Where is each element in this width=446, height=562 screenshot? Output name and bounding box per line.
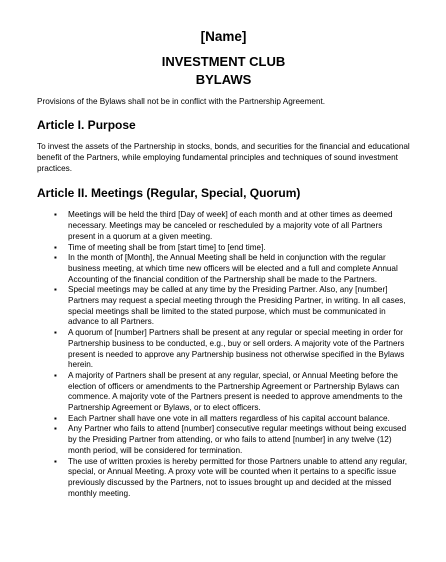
- bullet-icon: ▪: [54, 424, 57, 434]
- list-item: ▪ A quorum of [number] Partners shall be present at any regular or special meeting in order for Partnership business to be conducted, e.g., buy or sell orders. A majority vote of the Partners present is needed to approve any Partnership business not otherwise specified in the Bylaws herein.: [54, 328, 405, 370]
- bullet-icon: ▪: [54, 210, 57, 220]
- article-2-heading: Article II. Meetings (Regular, Special, Quorum): [37, 186, 301, 201]
- bullet-icon: ▪: [54, 242, 57, 252]
- list-item: ▪ Meetings will be held the third [Day of week] of each month and at other times as deemed necessary. Meetings may be canceled or rescheduled by a majority vote of all Partners present in a quorum at a given meeting.: [54, 210, 393, 241]
- bullet-icon: ▪: [54, 370, 57, 380]
- list-item: ▪ Time of meeting shall be from [start time] to [end time].: [54, 242, 266, 252]
- title-line-2: BYLAWS: [195, 72, 252, 87]
- bullet-icon: ▪: [54, 456, 57, 466]
- list-item: ▪ Each Partner shall have one vote in all matters regardless of his capital account balance.: [54, 413, 390, 423]
- article-1-text: To invest the assets of the Partnership in stocks, bonds, and securities for the financial and educational benefit of the Partners, while employing fundamental principles and techniques of sound investment practices.: [37, 142, 410, 173]
- list-item: ▪ In the month of [Month], the Annual Meeting shall be held in conjunction with the regular business meeting, at which time new officers will be elected and a full and complete Annual Accounting of the financial condition of the Partnership shall be made to the Partners.: [54, 253, 398, 284]
- intro-paragraph: Provisions of the Bylaws shall not be in conflict with the Partnership Agreement.: [37, 97, 326, 106]
- list-item: ▪ A majority of Partners shall be present at any regular, special, or Annual Meeting before the election of officers or amendments to the Partnership Agreement or Partnership Bylaws can commence. A majority vote of the Partners present is needed to approve amendments to the Partnership Agreement or Bylaws, or to elect officers.: [54, 370, 403, 413]
- list-item: ▪ Special meetings may be called at any time by the Presiding Partner. Also, any [number] Partners may request a special meeting through the Presiding Partner, in writing. In all cases, special meetings shall be limited to the stated purpose, which must be communicated in advance to all Partners.: [54, 285, 406, 327]
- bullet-icon: ▪: [54, 413, 57, 423]
- bullet-icon: ▪: [54, 285, 57, 295]
- list-item: ▪ The use of written proxies is hereby permitted for those Partners unable to attend any regular, special, or Annual Meeting. A proxy vote will be counted when it pertains to a specific issue previously discussed by the Partners, not to issues brought up and decided at the missed monthly meeting.: [54, 456, 408, 498]
- document-title: [37, 53, 410, 89]
- article-2-list: [37, 210, 410, 499]
- list-item: ▪ Any Partner who fails to attend [number] consecutive regular meetings without being excused by the Presiding Partner from attending, or who fails to attend [number] in any twelve (12) month period, will be considered for termination.: [54, 424, 407, 455]
- document-name: [Name]: [200, 29, 247, 44]
- bullet-icon: ▪: [54, 328, 57, 338]
- article-1-heading: Article I. Purpose: [37, 118, 136, 132]
- title-line-1: INVESTMENT CLUB: [161, 54, 286, 69]
- bullet-icon: ▪: [54, 253, 57, 263]
